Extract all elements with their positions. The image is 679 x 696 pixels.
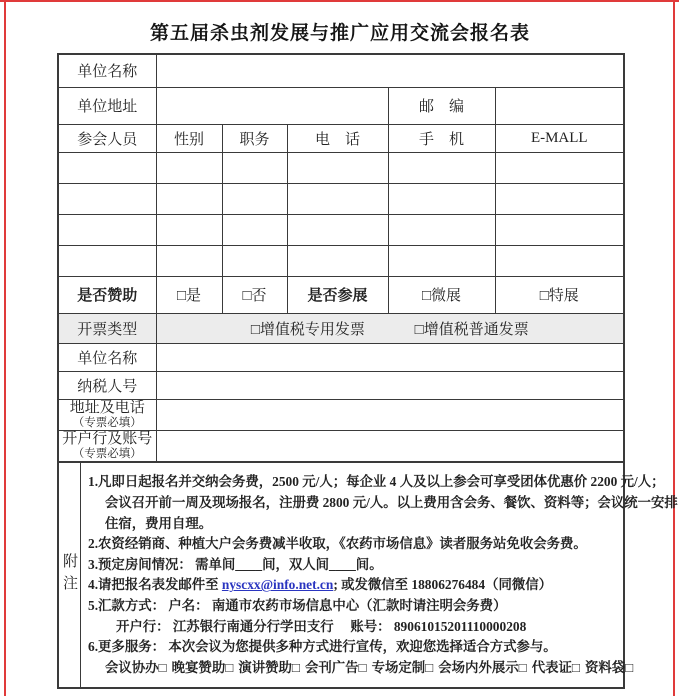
email-link[interactable]: nyscxx@info.net.cn (221, 577, 334, 593)
attendee-row (59, 152, 623, 183)
address-phone-row (59, 399, 623, 430)
attendee-input-cell[interactable] (287, 245, 388, 276)
note-remittance: 5.汇款方式： 户名： 南通市农药市场信息中心（汇款时请注明会务费） (88, 598, 507, 613)
exhibit-micro-checkbox[interactable]: □微展 (388, 276, 495, 313)
attendee-input-cell[interactable] (59, 214, 156, 245)
note-more-services: 6.更多服务： 本次会议为您提供多种方式进行宣传，欢迎您选择适合方式参与。 (88, 639, 557, 655)
service-speech-checkbox[interactable]: 演讲赞助□ (238, 659, 300, 675)
bank-account-input-cell[interactable] (156, 430, 623, 461)
special-invoice-required-note: （专票必填） (72, 448, 142, 461)
attendee-header-email: E-MALL (495, 124, 623, 152)
sponsor-label: 是否赞助 (59, 276, 156, 313)
attendee-input-cell[interactable] (495, 152, 623, 183)
registration-form (57, 53, 678, 689)
service-coorganize-checkbox[interactable]: 会议协办□ (105, 659, 167, 675)
invoice-unit-name-label: 单位名称 (59, 343, 156, 371)
vat-special-checkbox[interactable]: □增值税专用发票 (250, 321, 365, 338)
service-dinner-checkbox[interactable]: 晚宴赞助□ (171, 659, 234, 675)
service-document-bag-checkbox[interactable]: 资料袋□ (584, 659, 634, 675)
unit-name-row (59, 55, 623, 87)
service-custom-session-checkbox[interactable]: 专场定制□ (371, 659, 434, 675)
postcode-input-cell[interactable] (495, 87, 623, 124)
service-badge-checkbox[interactable]: 代表证□ (531, 659, 580, 675)
attendee-input-cell[interactable] (287, 152, 388, 183)
attendee-header-mobile: 手 机 (388, 124, 495, 152)
note-fee-cont: 会议召开前一周及现场报名，注册费 2800 元/人。以上费用含会务、餐饮、资料等；会议统一安排 (105, 495, 678, 511)
unit-address-row (59, 87, 623, 124)
attendee-input-cell[interactable] (59, 183, 156, 214)
attendee-input-cell[interactable] (156, 214, 222, 245)
note-fee: 1.凡即日起报名并交纳会务费，2500 元/人；每企业 4 人及以上参会可享受团体优惠价 2200 元/人； (88, 474, 665, 490)
note-fee-cont: 住宿，费用自理。 (105, 515, 213, 531)
unit-name-label: 单位名称 (59, 55, 156, 87)
attendee-header-row (59, 124, 623, 152)
invoice-type-label: 开票类型 (59, 313, 156, 343)
taxpayer-no-row (59, 371, 623, 399)
registration-table (59, 55, 623, 462)
attendee-row (59, 183, 623, 214)
unit-address-label: 单位地址 (59, 87, 156, 124)
taxpayer-no-input-cell[interactable] (156, 371, 623, 399)
attendee-input-cell[interactable] (59, 152, 156, 183)
attendee-input-cell[interactable] (388, 245, 495, 276)
attendee-input-cell[interactable] (495, 245, 623, 276)
bank-account-label: 开户行及账号 （专票必填） (59, 430, 156, 461)
attendee-row (59, 214, 623, 245)
service-venue-display-checkbox[interactable]: 会场内外展示□ (438, 659, 527, 675)
attendee-input-cell[interactable] (222, 183, 287, 214)
attendee-input-cell[interactable] (495, 183, 623, 214)
page-title: 第五届杀虫剂发展与推广应用交流会报名表 (149, 23, 530, 44)
attendee-row (59, 245, 623, 276)
attendee-input-cell[interactable] (59, 245, 156, 276)
attendee-input-cell[interactable] (388, 152, 495, 183)
notes-section (59, 462, 678, 687)
note-submission: 4.请把报名表发邮件至 nyscxx@info.net.cn; 或发微信至 18806276484（同微信） (88, 577, 553, 593)
invoice-type-row (59, 313, 623, 343)
attendee-header-gender: 性别 (156, 124, 222, 152)
attendee-header-position: 职务 (222, 124, 287, 152)
note-discount: 2.农资经销商、种植大户会务费减半收取，《农药市场信息》读者服务站免收会务费。 (88, 536, 587, 552)
sponsor-yes-checkbox[interactable]: □是 (156, 276, 222, 313)
page-border-top (0, 0, 679, 2)
service-journal-ad-checkbox[interactable]: 会刊广告□ (304, 659, 367, 675)
unit-name-input-cell[interactable] (156, 55, 623, 87)
attendee-input-cell[interactable] (156, 245, 222, 276)
attendee-input-cell[interactable] (495, 214, 623, 245)
notes-label: 附注 (59, 463, 81, 687)
attendee-input-cell[interactable] (222, 245, 287, 276)
postcode-label: 邮 编 (388, 87, 495, 124)
service-options (88, 658, 678, 679)
attendee-input-cell[interactable] (222, 214, 287, 245)
invoice-unit-name-input-cell[interactable] (156, 343, 623, 371)
attendee-input-cell[interactable] (287, 214, 388, 245)
exhibit-special-checkbox[interactable]: □特展 (495, 276, 623, 313)
attendee-input-cell[interactable] (388, 183, 495, 214)
invoice-unit-name-row (59, 343, 623, 371)
note-remittance-bank: 开户行： 江苏银行南通分行学田支行 账号： 89061015201110000208 (116, 618, 527, 634)
bank-account-row (59, 430, 623, 461)
address-phone-input-cell[interactable] (156, 399, 623, 430)
sponsor-row (59, 276, 623, 313)
attendee-input-cell[interactable] (287, 183, 388, 214)
unit-address-input-cell[interactable] (156, 87, 388, 124)
exhibit-label: 是否参展 (287, 276, 388, 313)
attendee-input-cell[interactable] (156, 152, 222, 183)
attendee-header-name: 参会人员 (59, 124, 156, 152)
sponsor-no-checkbox[interactable]: □否 (222, 276, 287, 313)
attendee-input-cell[interactable] (388, 214, 495, 245)
special-invoice-required-note: （专票必填） (72, 416, 142, 429)
attendee-header-phone: 电 话 (287, 124, 388, 152)
attendee-input-cell[interactable] (156, 183, 222, 214)
address-phone-label: 地址及电话 （专票必填） (59, 399, 156, 430)
vat-general-checkbox[interactable]: □增值税普通发票 (414, 321, 529, 338)
page-border-left (4, 0, 6, 696)
note-room-booking: 3.预定房间情况： 需单间____间，双人间____间。 (88, 556, 383, 572)
attendee-input-cell[interactable] (222, 152, 287, 183)
taxpayer-no-label: 纳税人号 (59, 371, 156, 399)
notes-body (81, 463, 679, 687)
